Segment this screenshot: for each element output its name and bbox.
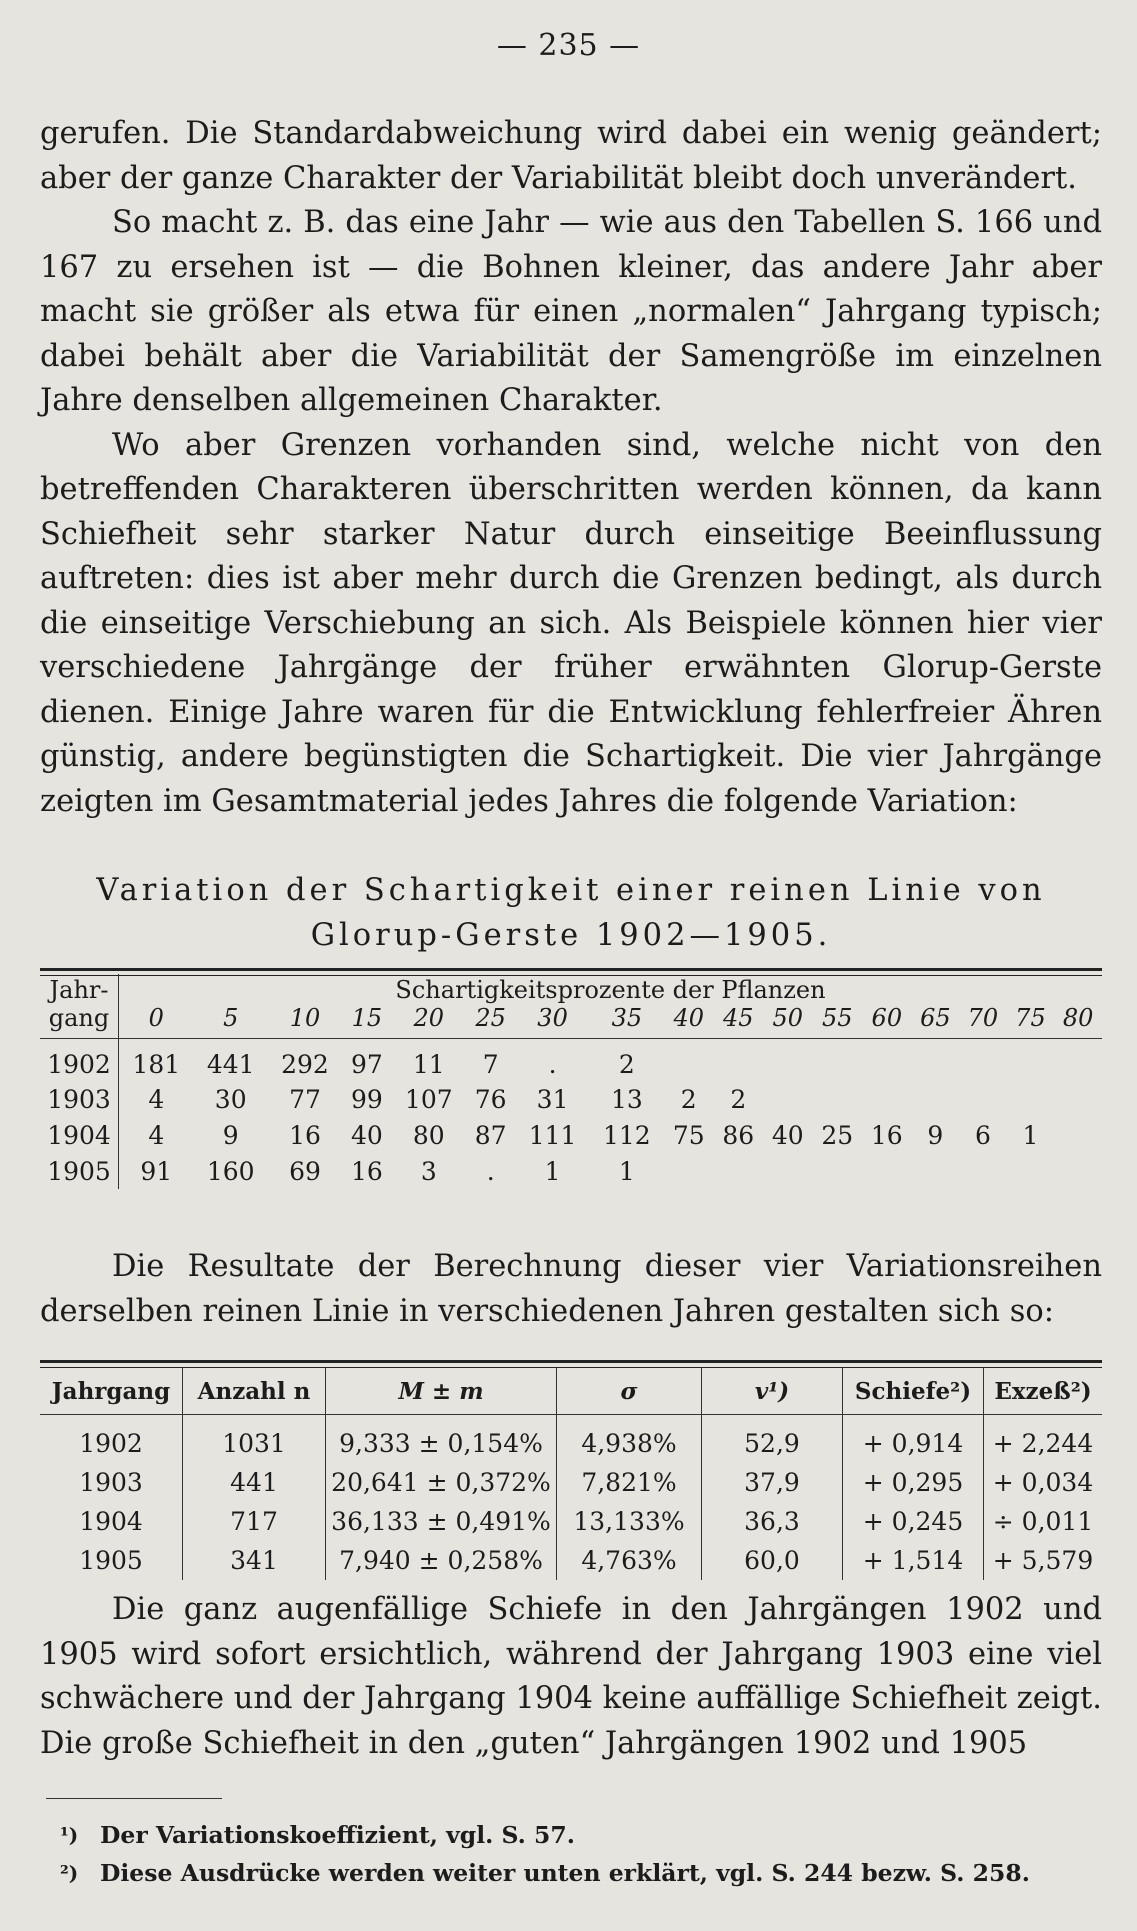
table-cell — [763, 1153, 813, 1189]
cell-anzahl: 441 — [183, 1463, 326, 1502]
table-cell — [714, 1153, 764, 1189]
table-cell: 292 — [281, 1049, 329, 1079]
cell-v: 36,3 — [702, 1502, 843, 1541]
table-cell: . — [486, 1156, 495, 1186]
year-header-line1: Jahr- — [40, 974, 119, 1004]
row-year: 1905 — [40, 1153, 119, 1189]
paragraph-3: Wo aber Grenzen vorhanden sind, welche nicht von den betreffenden Charakteren überschritten werden können, da kann Schiefheit sehr starker Natur durch einseitige Beeinflussung auftreten: dies ist aber mehr durch die Grenzen bedingt, als durch die einseitige Verschiebung an sich. Als Beispiele können hier vier verschiedene Jahrgänge der früher erwähnten Glorup-Gerste dienen. Einige Jahre waren für die Entwicklung fehlerfreier Ähren günstig, andere begünstigten die Schartigkeit. Die vier Jahrgänge zeigten im Gesamtmaterial jedes Jahres die folgende Variation: — [40, 427, 1102, 819]
cell-exzess: ÷ 0,011 — [992, 1507, 1094, 1536]
table-cell — [813, 1081, 863, 1117]
cell-sigma: 13,133% — [557, 1502, 702, 1541]
table-cell: 1 — [1022, 1120, 1039, 1150]
table-cell — [862, 1153, 912, 1189]
table-cell: 441 — [206, 1049, 255, 1079]
row-year: 1902 — [40, 1039, 119, 1081]
header-anzahl: Anzahl n — [183, 1368, 326, 1415]
row-year: 1903 — [40, 1081, 119, 1117]
table-row — [40, 1039, 1102, 1081]
table-cell: 1 — [618, 1156, 635, 1186]
cell-sigma: 4,763% — [557, 1541, 702, 1580]
table-cell: 16 — [870, 1120, 903, 1150]
table-cell: 16 — [289, 1120, 321, 1150]
category-header: 0 — [148, 1004, 164, 1032]
footnote-2-text: Diese Ausdrücke werden weiter unten erklärt, vgl. S. 244 bezw. S. 258. — [100, 1859, 1030, 1887]
year-header-line2: gang — [40, 1004, 119, 1039]
cell-sigma: 4,938% — [557, 1415, 702, 1464]
row-year: 1904 — [40, 1117, 119, 1153]
cell-jahrgang: 1903 — [40, 1463, 183, 1502]
table-cell: 16 — [350, 1156, 383, 1186]
cell-schiefe: + 1,514 — [843, 1541, 984, 1580]
category-header: 20 — [413, 1004, 445, 1032]
table-cell — [912, 1081, 960, 1117]
table-cell: 3 — [420, 1156, 437, 1186]
schartigkeit-table — [40, 974, 1102, 1189]
cell-schiefe: + 0,245 — [843, 1502, 984, 1541]
category-header: 5 — [223, 1004, 239, 1032]
header-jahrgang: Jahrgang — [40, 1368, 183, 1415]
category-header: 70 — [967, 1004, 999, 1032]
table-cell: 107 — [404, 1084, 453, 1114]
table1-title — [40, 868, 1102, 958]
table-cell: 99 — [350, 1084, 383, 1114]
paragraph-2: So macht z. B. das eine Jahr — wie aus den Tabellen S. 166 und 167 zu ersehen ist — die Bohnen kleiner, das andere Jahr aber macht sie größer als etwa für einen „normalen“ Jahrgang typisch; dabei behält aber die Variabilität der Samengröße im einzelnen Jahre denselben allgemeinen Charakter. — [40, 205, 1102, 418]
cell-schiefe: + 0,914 — [843, 1415, 984, 1464]
paragraph-1: gerufen. Die Standardabweichung wird dabei ein wenig geändert; aber der ganze Charakter der Variabilität bleibt doch unverändert. — [40, 116, 1102, 196]
table-row — [40, 1081, 1102, 1117]
table-cell: 80 — [412, 1120, 445, 1150]
cell-jahrgang: 1904 — [40, 1502, 183, 1541]
cell-jahrgang: 1902 — [40, 1415, 183, 1464]
table-cell — [763, 1081, 813, 1117]
cell-mean: 7,940 ± 0,258% — [326, 1541, 557, 1580]
table2-body — [40, 1415, 1102, 1581]
table-cell — [664, 1153, 714, 1189]
category-header: 75 — [1015, 1004, 1046, 1032]
table-cell — [763, 1039, 813, 1081]
table-cell — [1054, 1081, 1102, 1117]
table-cell: 181 — [132, 1049, 181, 1079]
table-cell: 87 — [474, 1120, 507, 1150]
table1-body — [40, 1039, 1102, 1189]
table-cell — [1054, 1117, 1102, 1153]
table-cell: 91 — [140, 1156, 173, 1186]
header-v: v¹) — [702, 1368, 843, 1415]
table-cell: 31 — [536, 1084, 569, 1114]
table-cell — [664, 1039, 714, 1081]
footnote-2 — [60, 1856, 1110, 1890]
footnote-1-text: Der Variationskoeffizient, vgl. S. 57. — [100, 1821, 575, 1849]
table-cell: 4 — [148, 1120, 165, 1150]
table-cell: 77 — [289, 1084, 321, 1114]
table-cell: 86 — [722, 1120, 755, 1150]
table-row — [40, 1415, 1102, 1464]
table-cell: 4 — [148, 1084, 165, 1114]
cell-schiefe: + 0,295 — [843, 1463, 984, 1502]
table-cell: 2 — [730, 1084, 747, 1114]
header-exzess: Exzeß²) — [984, 1368, 1103, 1415]
header-sigma: σ — [557, 1368, 702, 1415]
category-header: 55 — [822, 1004, 853, 1032]
footnote-2-mark: ²) — [60, 1861, 79, 1885]
header-mean: M ± m — [326, 1368, 557, 1415]
category-header: 80 — [1062, 1004, 1094, 1032]
category-header: 35 — [611, 1004, 643, 1032]
table1-title-line2: Glorup-Gerste 1902—1905. — [310, 918, 832, 953]
table-row — [40, 1502, 1102, 1541]
cell-exzess: + 2,244 — [992, 1429, 1094, 1458]
table-cell: 1 — [544, 1156, 561, 1186]
table-cell: 9 — [927, 1120, 944, 1150]
table-cell — [959, 1039, 1007, 1081]
table-row — [40, 1153, 1102, 1189]
cell-v: 37,9 — [702, 1463, 843, 1502]
table-cell — [862, 1081, 912, 1117]
table-cell — [1054, 1039, 1102, 1081]
table-cell: 7 — [482, 1049, 499, 1079]
category-header: 40 — [673, 1004, 705, 1032]
footnote-1 — [60, 1818, 1110, 1852]
footnote-1-mark: ¹) — [60, 1823, 79, 1847]
category-header: 65 — [920, 1004, 951, 1032]
table-cell: 25 — [821, 1120, 854, 1150]
table-cell — [1007, 1081, 1055, 1117]
table-cell: 112 — [603, 1120, 651, 1150]
table-cell: 2 — [680, 1084, 697, 1114]
table-cell — [959, 1081, 1007, 1117]
cell-v: 52,9 — [702, 1415, 843, 1464]
cell-anzahl: 341 — [183, 1541, 326, 1580]
table-cell: 11 — [412, 1049, 445, 1079]
table-row — [40, 1117, 1102, 1153]
table-cell: 75 — [672, 1120, 705, 1150]
body-text-top — [40, 112, 1102, 824]
table-cell: 76 — [474, 1084, 507, 1114]
table-cell: 6 — [974, 1120, 991, 1150]
table-cell — [813, 1039, 863, 1081]
table-cell — [813, 1153, 863, 1189]
category-header: 15 — [351, 1004, 383, 1032]
results-table — [40, 1368, 1102, 1580]
table-cell: 40 — [350, 1120, 383, 1150]
table-row — [40, 1463, 1102, 1502]
table1-caption: Schartigkeitsprozente der Pflanzen — [395, 976, 826, 1004]
table-cell: 160 — [206, 1156, 255, 1186]
cell-mean: 20,641 ± 0,372% — [326, 1463, 557, 1502]
category-header: 25 — [475, 1004, 506, 1032]
footnote-rule — [46, 1798, 222, 1799]
cell-exzess: + 0,034 — [992, 1468, 1094, 1497]
table-cell: 69 — [289, 1156, 321, 1186]
cell-jahrgang: 1905 — [40, 1541, 183, 1580]
table-cell — [862, 1039, 912, 1081]
cell-mean: 36,133 ± 0,491% — [326, 1502, 557, 1541]
category-header: 10 — [289, 1004, 321, 1032]
cell-mean: 9,333 ± 0,154% — [326, 1415, 557, 1464]
body-text-middle — [40, 1245, 1102, 1334]
table1-title-line1: Variation der Schartigkeit einer reinen Linie von — [96, 873, 1046, 908]
body-text-bottom — [40, 1588, 1102, 1766]
table-row — [40, 1541, 1102, 1580]
cell-v: 60,0 — [702, 1541, 843, 1580]
table-cell: 30 — [214, 1084, 247, 1114]
cell-sigma: 7,821% — [557, 1463, 702, 1502]
table-cell — [1054, 1153, 1102, 1189]
cell-exzess: + 5,579 — [992, 1546, 1094, 1575]
table-cell: 111 — [528, 1120, 577, 1150]
table-cell: . — [548, 1049, 557, 1079]
category-header: 50 — [772, 1004, 804, 1032]
table2-top-rule — [40, 1360, 1102, 1368]
paragraph-5: Die ganz augenfällige Schiefe in den Jahrgängen 1902 und 1905 wird sofort ersichtlich, während der Jahrgang 1903 eine viel schwächere und der Jahrgang 1904 keine auffällige Schiefheit zeigt. Die große Schiefheit in den „guten“ Jahrgängen 1902 und 1905 — [40, 1592, 1102, 1761]
table-cell: 2 — [618, 1049, 635, 1079]
category-header: 45 — [723, 1004, 754, 1032]
cell-anzahl: 1031 — [183, 1415, 326, 1464]
table-cell — [1007, 1153, 1055, 1189]
table-cell — [1007, 1039, 1055, 1081]
table-cell — [912, 1039, 960, 1081]
table-cell: 40 — [771, 1120, 804, 1150]
table-cell: 13 — [610, 1084, 643, 1114]
table-cell: 9 — [222, 1120, 239, 1150]
table-cell — [714, 1039, 764, 1081]
header-schiefe: Schiefe²) — [843, 1368, 984, 1415]
page-number: — 235 — — [496, 28, 641, 63]
table-cell — [959, 1153, 1007, 1189]
table-cell — [912, 1153, 960, 1189]
category-header: 60 — [871, 1004, 903, 1032]
table-cell: 97 — [350, 1049, 383, 1079]
cell-anzahl: 717 — [183, 1502, 326, 1541]
category-header: 30 — [537, 1004, 568, 1032]
paragraph-4: Die Resultate der Berechnung dieser vier Variationsreihen derselben reinen Linie in verschiedenen Jahren gestalten sich so: — [40, 1249, 1102, 1329]
